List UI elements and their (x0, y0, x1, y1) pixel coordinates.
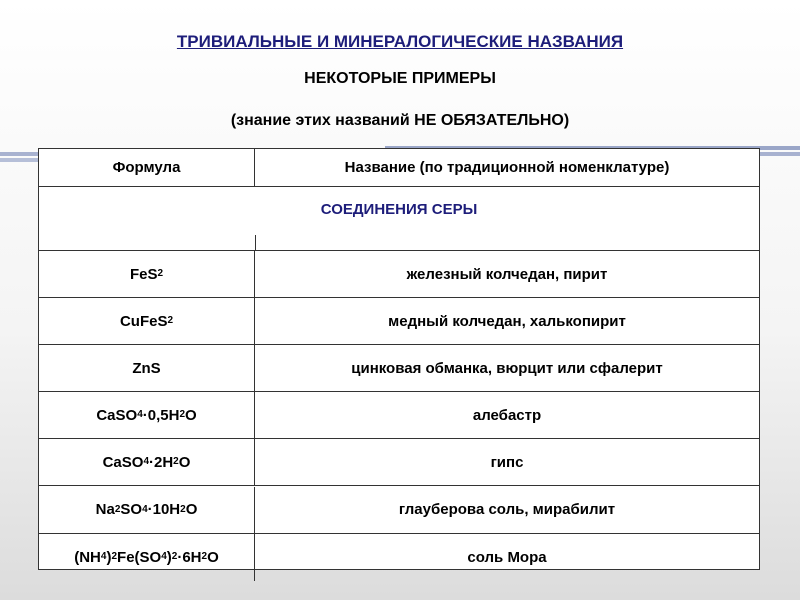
formula-cell: CaSO 4 ·0,5H 2 O (39, 392, 255, 438)
formula-text: Fe(SO (117, 548, 162, 566)
formula-text: ·2H (149, 453, 174, 471)
formula-cell: (NH 4 ) 2 Fe(SO 4 ) 2 ·6H 2 O (39, 534, 255, 581)
formula-text: ) (106, 548, 112, 566)
table-row (39, 251, 759, 298)
column-header-name: Название (по традиционной номенклатуре) (344, 159, 670, 176)
name-cell: соль Мора (467, 548, 547, 566)
formula-text: SO (120, 501, 143, 519)
formula-text: ·6H (177, 548, 202, 566)
section-label: СОЕДИНЕНИЯ СЕРЫ (320, 201, 478, 218)
formula-cell: CaSO 4 ·2H 2 O (39, 439, 255, 485)
formula-text: O (207, 548, 219, 566)
table-header-row (39, 149, 759, 187)
formula-text: ZnS (132, 359, 161, 377)
formula-text: ·10H (147, 501, 181, 519)
formula-cell (39, 345, 255, 391)
table-row (39, 439, 759, 486)
formula-cell: Na 2 SO 4 ·10H 2 O (39, 487, 255, 533)
page-subtitle: НЕКОТОРЫЕ ПРИМЕРЫ (304, 70, 496, 87)
formula-text: CaSO (96, 406, 138, 424)
formula-text: ) (166, 548, 172, 566)
page-title: ТРИВИАЛЬНЫЕ И МИНЕРАЛОГИЧЕСКИЕ НАЗВАНИЯ (176, 32, 624, 51)
formula-cell: FeS 2 (39, 251, 255, 297)
name-cell: глауберова соль, мирабилит (398, 501, 616, 519)
table-row (39, 392, 759, 439)
table-row (39, 298, 759, 345)
formula-text: (NH (74, 548, 101, 566)
formula-text: O (185, 501, 198, 519)
formula-text: O (185, 406, 197, 424)
column-header-formula: Формула (39, 149, 255, 186)
formula-text: ·0,5H (142, 406, 180, 424)
formula-text: CuFeS (119, 312, 168, 330)
formula-text: Na (95, 501, 115, 519)
formula-text: O (178, 453, 191, 471)
name-cell: медный колчедан, халькопирит (388, 312, 626, 330)
formula-cell: CuFeS 2 (39, 298, 255, 344)
page-note: (знание этих названий НЕ ОБЯЗАТЕЛЬНО) (230, 112, 570, 129)
name-cell: алебастр (472, 406, 542, 424)
table-row (39, 534, 759, 581)
formula-text: CaSO (102, 453, 144, 471)
name-cell: железный колчедан, пирит (406, 265, 608, 283)
names-table (38, 148, 760, 570)
name-cell: цинковая обманка, вюрцит или сфалерит (351, 359, 663, 377)
table-row (39, 345, 759, 392)
formula-text: FeS (129, 265, 158, 283)
name-cell: гипс (490, 453, 524, 471)
table-row (39, 487, 759, 534)
column-divider-stub (255, 235, 256, 251)
section-row (39, 187, 759, 251)
